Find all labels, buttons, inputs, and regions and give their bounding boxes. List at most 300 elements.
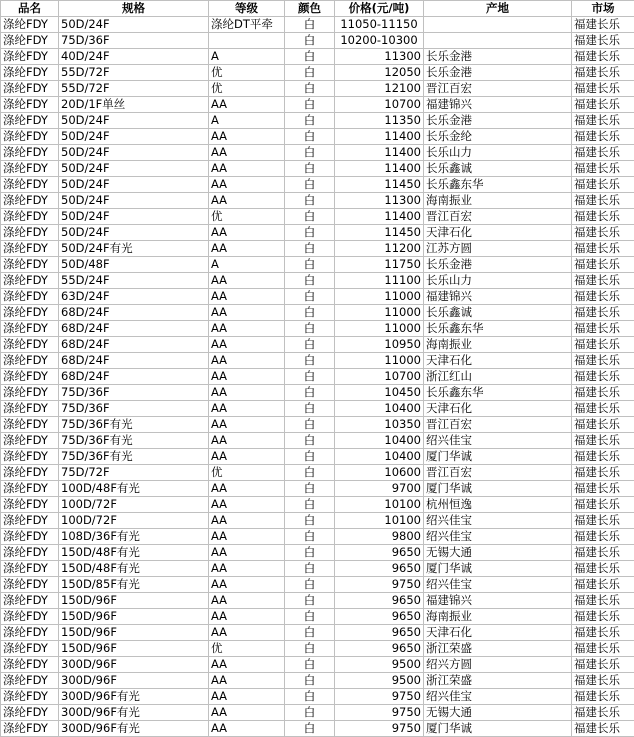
cell-color: 白 [285,593,335,609]
cell-grade: AA [209,97,285,113]
table-row [1,161,634,177]
table-row [1,689,634,705]
cell-spec: 68D/24F [59,305,209,321]
cell-origin: 海南振业 [424,337,572,353]
cell-grade: A [209,113,285,129]
cell-spec: 50D/24F [59,225,209,241]
cell-market: 福建长乐 [572,497,634,513]
cell-spec: 150D/85F有光 [59,577,209,593]
cell-origin: 无锡大通 [424,545,572,561]
cell-grade: 优 [209,81,285,97]
header-market: 市场 [572,1,634,17]
cell-spec: 75D/36F有光 [59,417,209,433]
cell-product-name: 涤纶FDY [1,561,59,577]
table-row [1,625,634,641]
cell-price: 10400 [335,401,424,417]
cell-price: 10100 [335,497,424,513]
cell-color: 白 [285,321,335,337]
cell-color: 白 [285,689,335,705]
cell-color: 白 [285,161,335,177]
table-row [1,145,634,161]
cell-grade [209,33,285,49]
cell-price: 11750 [335,257,424,273]
cell-price: 11400 [335,145,424,161]
header-row [1,1,634,17]
cell-grade: AA [209,417,285,433]
cell-color: 白 [285,641,335,657]
cell-color: 白 [285,145,335,161]
cell-grade: AA [209,497,285,513]
cell-color: 白 [285,273,335,289]
cell-spec: 75D/36F有光 [59,433,209,449]
cell-color: 白 [285,369,335,385]
cell-product-name: 涤纶FDY [1,513,59,529]
header-product-name: 品名 [1,1,59,17]
cell-grade: AA [209,593,285,609]
cell-market: 福建长乐 [572,417,634,433]
cell-origin: 天津石化 [424,401,572,417]
cell-origin: 长乐鑫东华 [424,177,572,193]
table-row [1,609,634,625]
cell-origin [424,33,572,49]
cell-spec: 108D/36F有光 [59,529,209,545]
cell-color: 白 [285,673,335,689]
cell-product-name: 涤纶FDY [1,113,59,129]
cell-color: 白 [285,513,335,529]
cell-price: 9650 [335,609,424,625]
table-row [1,513,634,529]
table-row [1,497,634,513]
cell-product-name: 涤纶FDY [1,289,59,305]
cell-grade: A [209,257,285,273]
cell-product-name: 涤纶FDY [1,497,59,513]
cell-grade: AA [209,241,285,257]
cell-market: 福建长乐 [572,705,634,721]
cell-product-name: 涤纶FDY [1,689,59,705]
cell-price: 10400 [335,449,424,465]
cell-price: 12050 [335,65,424,81]
cell-price: 9650 [335,545,424,561]
cell-spec: 68D/24F [59,337,209,353]
cell-grade: AA [209,625,285,641]
table-row [1,417,634,433]
cell-color: 白 [285,449,335,465]
cell-grade: AA [209,545,285,561]
cell-origin: 长乐鑫东华 [424,321,572,337]
cell-grade: 优 [209,65,285,81]
cell-origin: 长乐山力 [424,145,572,161]
cell-price: 9750 [335,705,424,721]
cell-grade: AA [209,577,285,593]
cell-market: 福建长乐 [572,721,634,737]
header-origin: 产地 [424,1,572,17]
cell-price: 11450 [335,225,424,241]
cell-market: 福建长乐 [572,689,634,705]
cell-price: 11400 [335,161,424,177]
table-row [1,385,634,401]
cell-product-name: 涤纶FDY [1,97,59,113]
cell-market: 福建长乐 [572,193,634,209]
cell-product-name: 涤纶FDY [1,641,59,657]
table-row [1,449,634,465]
cell-price: 10600 [335,465,424,481]
cell-grade: AA [209,193,285,209]
cell-color: 白 [285,401,335,417]
cell-product-name: 涤纶FDY [1,145,59,161]
cell-origin: 厦门华诚 [424,481,572,497]
table-row [1,593,634,609]
cell-spec: 100D/72F [59,513,209,529]
cell-spec: 68D/24F [59,321,209,337]
cell-color: 白 [285,97,335,113]
header-color: 颜色 [285,1,335,17]
cell-product-name: 涤纶FDY [1,177,59,193]
cell-price: 11300 [335,49,424,65]
cell-origin: 长乐金港 [424,257,572,273]
cell-color: 白 [285,49,335,65]
cell-market: 福建长乐 [572,577,634,593]
cell-market: 福建长乐 [572,145,634,161]
cell-origin: 长乐金港 [424,49,572,65]
cell-product-name: 涤纶FDY [1,545,59,561]
cell-origin: 绍兴方圆 [424,657,572,673]
table-row [1,129,634,145]
cell-price: 9650 [335,593,424,609]
cell-product-name: 涤纶FDY [1,161,59,177]
cell-product-name: 涤纶FDY [1,193,59,209]
table-row [1,225,634,241]
cell-grade: AA [209,353,285,369]
cell-grade: AA [209,225,285,241]
table-row [1,33,634,49]
table-row [1,257,634,273]
cell-price: 10450 [335,385,424,401]
cell-origin: 长乐山力 [424,273,572,289]
cell-spec: 68D/24F [59,369,209,385]
cell-price: 12100 [335,81,424,97]
table-row [1,577,634,593]
cell-product-name: 涤纶FDY [1,705,59,721]
cell-spec: 50D/24F [59,129,209,145]
cell-color: 白 [285,385,335,401]
cell-market: 福建长乐 [572,289,634,305]
cell-grade: AA [209,273,285,289]
cell-spec: 75D/72F [59,465,209,481]
cell-color: 白 [285,529,335,545]
cell-market: 福建长乐 [572,337,634,353]
cell-market: 福建长乐 [572,241,634,257]
cell-grade: AA [209,129,285,145]
cell-origin: 晋江百宏 [424,417,572,433]
cell-color: 白 [285,241,335,257]
cell-product-name: 涤纶FDY [1,625,59,641]
cell-product-name: 涤纶FDY [1,401,59,417]
cell-price: 10350 [335,417,424,433]
cell-market: 福建长乐 [572,561,634,577]
cell-origin: 杭州恒逸 [424,497,572,513]
cell-grade: AA [209,721,285,737]
cell-market: 福建长乐 [572,177,634,193]
cell-market: 福建长乐 [572,657,634,673]
cell-grade: AA [209,529,285,545]
cell-product-name: 涤纶FDY [1,337,59,353]
cell-color: 白 [285,193,335,209]
cell-price: 11000 [335,305,424,321]
table-row [1,673,634,689]
table-row [1,193,634,209]
cell-origin: 长乐金纶 [424,129,572,145]
cell-origin: 长乐鑫东华 [424,385,572,401]
cell-market: 福建长乐 [572,529,634,545]
cell-product-name: 涤纶FDY [1,81,59,97]
cell-grade: AA [209,289,285,305]
cell-color: 白 [285,353,335,369]
cell-origin: 长乐鑫诚 [424,161,572,177]
cell-color: 白 [285,497,335,513]
cell-market: 福建长乐 [572,673,634,689]
cell-grade: AA [209,401,285,417]
cell-market: 福建长乐 [572,273,634,289]
cell-price: 9650 [335,625,424,641]
cell-market: 福建长乐 [572,593,634,609]
cell-product-name: 涤纶FDY [1,657,59,673]
cell-product-name: 涤纶FDY [1,49,59,65]
table-row [1,657,634,673]
header-grade: 等级 [209,1,285,17]
cell-color: 白 [285,609,335,625]
cell-grade: AA [209,561,285,577]
cell-origin: 绍兴佳宝 [424,529,572,545]
cell-origin: 海南振业 [424,609,572,625]
cell-price: 9650 [335,561,424,577]
cell-grade: AA [209,449,285,465]
cell-grade: AA [209,673,285,689]
cell-grade: 涤纶DT平牵 [209,17,285,33]
cell-color: 白 [285,17,335,33]
cell-grade: AA [209,321,285,337]
cell-price: 9500 [335,657,424,673]
cell-origin: 厦门华诚 [424,449,572,465]
cell-price: 9750 [335,721,424,737]
cell-spec: 50D/48F [59,257,209,273]
cell-product-name: 涤纶FDY [1,17,59,33]
table-row [1,369,634,385]
cell-spec: 50D/24F [59,209,209,225]
cell-origin: 福建锦兴 [424,97,572,113]
cell-origin: 天津石化 [424,225,572,241]
cell-product-name: 涤纶FDY [1,353,59,369]
cell-color: 白 [285,433,335,449]
table-row [1,641,634,657]
cell-grade: AA [209,337,285,353]
table-row [1,433,634,449]
cell-color: 白 [285,305,335,321]
cell-grade: 优 [209,209,285,225]
cell-market: 福建长乐 [572,81,634,97]
cell-market: 福建长乐 [572,385,634,401]
cell-color: 白 [285,465,335,481]
cell-origin: 长乐金港 [424,65,572,81]
cell-color: 白 [285,577,335,593]
cell-grade: AA [209,385,285,401]
cell-market: 福建长乐 [572,129,634,145]
table-row [1,273,634,289]
cell-color: 白 [285,481,335,497]
cell-product-name: 涤纶FDY [1,417,59,433]
cell-market: 福建长乐 [572,161,634,177]
cell-grade: A [209,49,285,65]
cell-product-name: 涤纶FDY [1,449,59,465]
cell-spec: 50D/24F [59,193,209,209]
cell-color: 白 [285,417,335,433]
table-row [1,17,634,33]
cell-price: 11350 [335,113,424,129]
cell-product-name: 涤纶FDY [1,209,59,225]
cell-spec: 68D/24F [59,353,209,369]
cell-product-name: 涤纶FDY [1,721,59,737]
cell-market: 福建长乐 [572,17,634,33]
cell-market: 福建长乐 [572,401,634,417]
table-row [1,241,634,257]
cell-spec: 150D/96F [59,593,209,609]
cell-spec: 150D/96F [59,625,209,641]
cell-grade: AA [209,305,285,321]
cell-color: 白 [285,81,335,97]
table-row [1,705,634,721]
cell-price: 9800 [335,529,424,545]
cell-product-name: 涤纶FDY [1,529,59,545]
cell-price: 11200 [335,241,424,257]
cell-spec: 50D/24F [59,17,209,33]
cell-color: 白 [285,337,335,353]
cell-product-name: 涤纶FDY [1,225,59,241]
cell-product-name: 涤纶FDY [1,577,59,593]
cell-spec: 40D/24F [59,49,209,65]
cell-price: 10200-10300 [335,33,424,49]
cell-spec: 150D/96F [59,609,209,625]
table-row [1,81,634,97]
cell-price: 10100 [335,513,424,529]
cell-price: 11000 [335,353,424,369]
cell-color: 白 [285,545,335,561]
cell-product-name: 涤纶FDY [1,257,59,273]
table-row [1,113,634,129]
cell-spec: 55D/72F [59,65,209,81]
cell-spec: 300D/96F有光 [59,705,209,721]
table-row [1,561,634,577]
cell-grade: AA [209,481,285,497]
cell-market: 福建长乐 [572,305,634,321]
cell-market: 福建长乐 [572,609,634,625]
cell-origin: 晋江百宏 [424,209,572,225]
cell-spec: 50D/24F [59,113,209,129]
table-row [1,209,634,225]
cell-spec: 50D/24F有光 [59,241,209,257]
cell-origin: 浙江红山 [424,369,572,385]
cell-origin: 福建锦兴 [424,289,572,305]
cell-market: 福建长乐 [572,321,634,337]
cell-grade: AA [209,145,285,161]
cell-origin: 绍兴佳宝 [424,689,572,705]
cell-market: 福建长乐 [572,225,634,241]
cell-market: 福建长乐 [572,465,634,481]
cell-price: 11400 [335,129,424,145]
cell-market: 福建长乐 [572,433,634,449]
cell-spec: 150D/48F有光 [59,545,209,561]
cell-spec: 50D/24F [59,145,209,161]
cell-product-name: 涤纶FDY [1,465,59,481]
cell-product-name: 涤纶FDY [1,321,59,337]
table-row [1,289,634,305]
cell-origin: 无锡大通 [424,705,572,721]
cell-grade: AA [209,369,285,385]
cell-price: 11000 [335,321,424,337]
cell-origin: 绍兴佳宝 [424,577,572,593]
cell-product-name: 涤纶FDY [1,273,59,289]
cell-price: 9750 [335,577,424,593]
cell-spec: 75D/36F [59,385,209,401]
cell-market: 福建长乐 [572,97,634,113]
header-spec: 规格 [59,1,209,17]
cell-price: 11050-11150 [335,17,424,33]
cell-color: 白 [285,177,335,193]
cell-market: 福建长乐 [572,641,634,657]
cell-product-name: 涤纶FDY [1,481,59,497]
cell-price: 11400 [335,209,424,225]
cell-color: 白 [285,33,335,49]
cell-price: 11450 [335,177,424,193]
cell-color: 白 [285,561,335,577]
cell-grade: AA [209,513,285,529]
cell-product-name: 涤纶FDY [1,673,59,689]
cell-spec: 63D/24F [59,289,209,305]
cell-market: 福建长乐 [572,353,634,369]
cell-color: 白 [285,625,335,641]
cell-origin: 天津石化 [424,353,572,369]
cell-market: 福建长乐 [572,369,634,385]
cell-product-name: 涤纶FDY [1,593,59,609]
cell-market: 福建长乐 [572,49,634,65]
cell-spec: 300D/96F [59,673,209,689]
table-row [1,49,634,65]
cell-spec: 20D/1F单丝 [59,97,209,113]
cell-spec: 50D/24F [59,161,209,177]
table-row [1,305,634,321]
cell-color: 白 [285,657,335,673]
cell-color: 白 [285,65,335,81]
cell-market: 福建长乐 [572,625,634,641]
cell-spec: 75D/36F [59,33,209,49]
cell-color: 白 [285,257,335,273]
cell-grade: 优 [209,465,285,481]
table-row [1,529,634,545]
cell-spec: 75D/36F有光 [59,449,209,465]
cell-spec: 100D/72F [59,497,209,513]
cell-market: 福建长乐 [572,545,634,561]
cell-price: 10950 [335,337,424,353]
table-row [1,65,634,81]
cell-spec: 75D/36F [59,401,209,417]
cell-spec: 55D/72F [59,81,209,97]
cell-color: 白 [285,225,335,241]
cell-spec: 150D/48F有光 [59,561,209,577]
cell-product-name: 涤纶FDY [1,33,59,49]
cell-color: 白 [285,113,335,129]
cell-price: 11000 [335,289,424,305]
cell-product-name: 涤纶FDY [1,65,59,81]
cell-origin: 浙江荣盛 [424,641,572,657]
cell-price: 10700 [335,369,424,385]
